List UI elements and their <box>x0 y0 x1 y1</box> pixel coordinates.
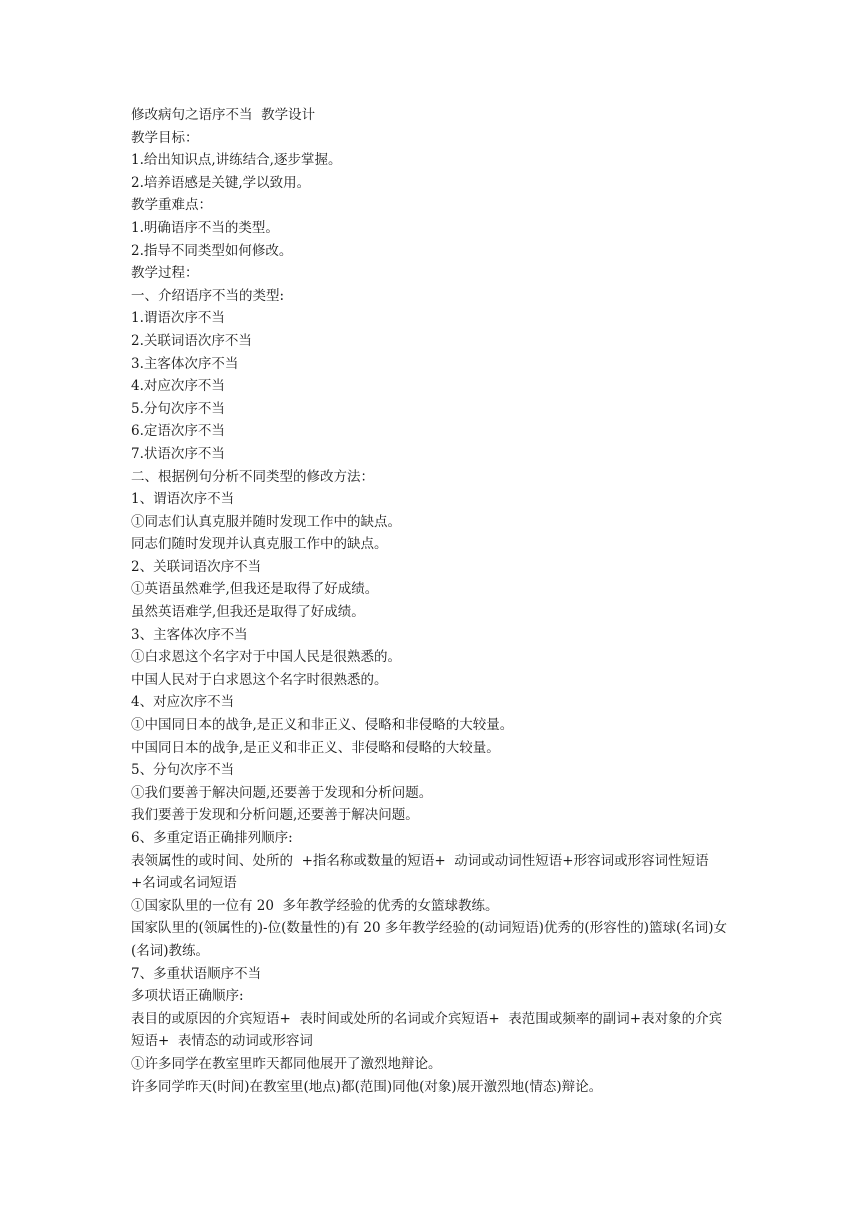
section-heading-key-points: 教学重难点： <box>131 197 212 214</box>
subsection-heading: 二、根据例句分析不同类型的修改方法： <box>131 468 374 485</box>
section-heading-goals: 教学目标： <box>131 129 199 146</box>
rule-heading: 多项状语正确顺序: <box>131 988 244 1005</box>
corrected-sentence: 中国同日本的战争,是正义和非正义、非侵略和侵略的大较量。 <box>131 739 500 756</box>
type-heading: 4、对应次序不当 <box>131 694 235 711</box>
list-item: 7.状语次序不当 <box>131 445 225 462</box>
type-heading: 7、多重状语顺序不当 <box>131 965 262 982</box>
type-heading: 5、分句次序不当 <box>131 762 235 779</box>
corrected-sentence: 虽然英语难学,但我还是取得了好成绩。 <box>131 604 365 621</box>
example-sentence: ①国家队里的一位有 20 多年教学经验的优秀的女篮球教练。 <box>131 897 499 914</box>
corrected-sentence: 中国人民对于白求恩这个名字时很熟悉的。 <box>131 671 388 688</box>
document-title: 修改病句之语序不当 教学设计 <box>131 107 316 123</box>
example-sentence: ①我们要善于解决问题,还要善于发现和分析问题。 <box>131 784 433 801</box>
document-body <box>131 104 731 1098</box>
list-item: 4.对应次序不当 <box>131 378 225 395</box>
section-heading-process: 教学过程： <box>131 265 199 282</box>
corrected-sentence: 许多同学昨天(时间)在教室里(地点)都(范围)同他(对象)展开激烈地(情态)辩论。 <box>131 1078 603 1095</box>
text-line: 2.培养语感是关键,学以致用。 <box>131 174 311 191</box>
rule-description: 表领属性的或时间、处所的 +指名称或数量的短语+ 动词或动词性短语+形容词或形容词性短语+名词或名词短语 <box>131 852 709 892</box>
text-line: 2.指导不同类型如何修改。 <box>131 242 293 259</box>
example-sentence: ①英语虽然难学,但我还是取得了好成绩。 <box>131 581 379 598</box>
text-line: 1.给出知识点,讲练结合,逐步掌握。 <box>131 152 342 169</box>
corrected-sentence: 国家队里的(领属性的)-位(数量性的)有 20 多年教学经验的(动词短语)优秀的(形容性的)篮球(名词)女(名词)教练。 <box>131 920 727 959</box>
list-item: 6.定语次序不当 <box>131 423 225 440</box>
list-item: 2.关联词语次序不当 <box>131 332 252 349</box>
list-item: 3.主客体次序不当 <box>131 355 239 372</box>
example-sentence: ①白求恩这个名字对于中国人民是很熟悉的。 <box>131 649 401 666</box>
text-line: 1.明确语序不当的类型。 <box>131 219 279 236</box>
example-sentence: ①中国同日本的战争,是正义和非正义、侵略和非侵略的大较量。 <box>131 717 514 734</box>
type-heading: 6、多重定语正确排列顺序: <box>131 830 293 846</box>
type-heading: 1、谓语次序不当 <box>131 491 235 508</box>
corrected-sentence: 我们要善于发现和分析问题,还要善于解决问题。 <box>131 807 419 824</box>
example-sentence: ①许多同学在教室里昨天都同他展开了激烈地辩论。 <box>131 1055 442 1072</box>
example-sentence: ①同志们认真克服并随时发现工作中的缺点。 <box>131 513 401 530</box>
type-heading: 3、主客体次序不当 <box>131 626 248 643</box>
list-item: 1.谓语次序不当 <box>131 310 225 327</box>
type-heading: 2、关联词语次序不当 <box>131 558 262 575</box>
subsection-heading: 一、介绍语序不当的类型: <box>131 287 285 304</box>
list-item: 5.分句次序不当 <box>131 400 225 417</box>
corrected-sentence: 同志们随时发现并认真克服工作中的缺点。 <box>131 536 388 553</box>
rule-description: 表目的或原因的介宾短语+ 表时间或处所的名词或介宾短语+ 表范围或频率的副词+表对象的介宾短语+ 表情态的动词或形容词 <box>131 1010 723 1050</box>
